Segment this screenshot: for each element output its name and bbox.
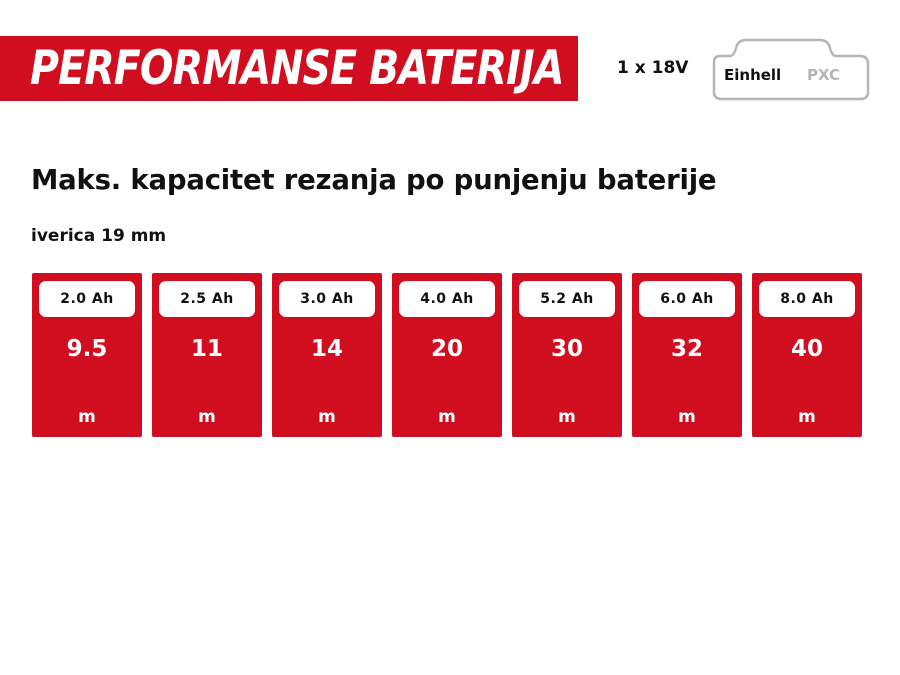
cut-length-value: 20 (430, 336, 463, 362)
capacity-tile (632, 273, 742, 437)
battery-capacity-label: 4.0 Ah (399, 281, 495, 317)
battery-capacity-label: 5.2 Ah (519, 281, 615, 317)
cut-length-unit: m (678, 407, 696, 427)
capacity-tile (272, 273, 382, 437)
banner-title: PERFORMANSE BATERIJA (30, 41, 564, 96)
battery-capacity-label: 8.0 Ah (759, 281, 855, 317)
cut-length-unit: m (318, 407, 336, 427)
cut-length-unit: m (798, 407, 816, 427)
battery-capacity-label: 3.0 Ah (279, 281, 375, 317)
logo-brand-text: Einhell (724, 66, 782, 84)
cut-length-value: 14 (310, 336, 343, 362)
section-heading: Maks. kapacitet rezanja po punjenju baterije (31, 164, 717, 196)
capacity-tile (32, 273, 142, 437)
capacity-tile (512, 273, 622, 437)
cut-length-value: 40 (790, 336, 823, 362)
battery-pack-icon (708, 36, 872, 102)
battery-capacity-label: 2.0 Ah (39, 281, 135, 317)
battery-capacity-label: 2.5 Ah (159, 281, 255, 317)
cut-length-unit: m (78, 407, 96, 427)
capacity-tile (752, 273, 862, 437)
capacity-tile (392, 273, 502, 437)
cut-length-unit: m (198, 407, 216, 427)
cut-length-value: 30 (550, 336, 583, 362)
cut-length-unit: m (558, 407, 576, 427)
cut-length-value: 32 (670, 336, 703, 362)
title-banner (0, 36, 578, 101)
cut-length-unit: m (438, 407, 456, 427)
cut-length-value: 9.5 (66, 336, 108, 362)
material-subheading: iverica 19 mm (31, 226, 167, 246)
battery-capacity-label: 6.0 Ah (639, 281, 735, 317)
logo-suffix-text: PXC (807, 66, 841, 84)
voltage-label: 1 x 18V (617, 58, 689, 78)
cut-length-value: 11 (190, 336, 223, 362)
capacity-tile (152, 273, 262, 437)
